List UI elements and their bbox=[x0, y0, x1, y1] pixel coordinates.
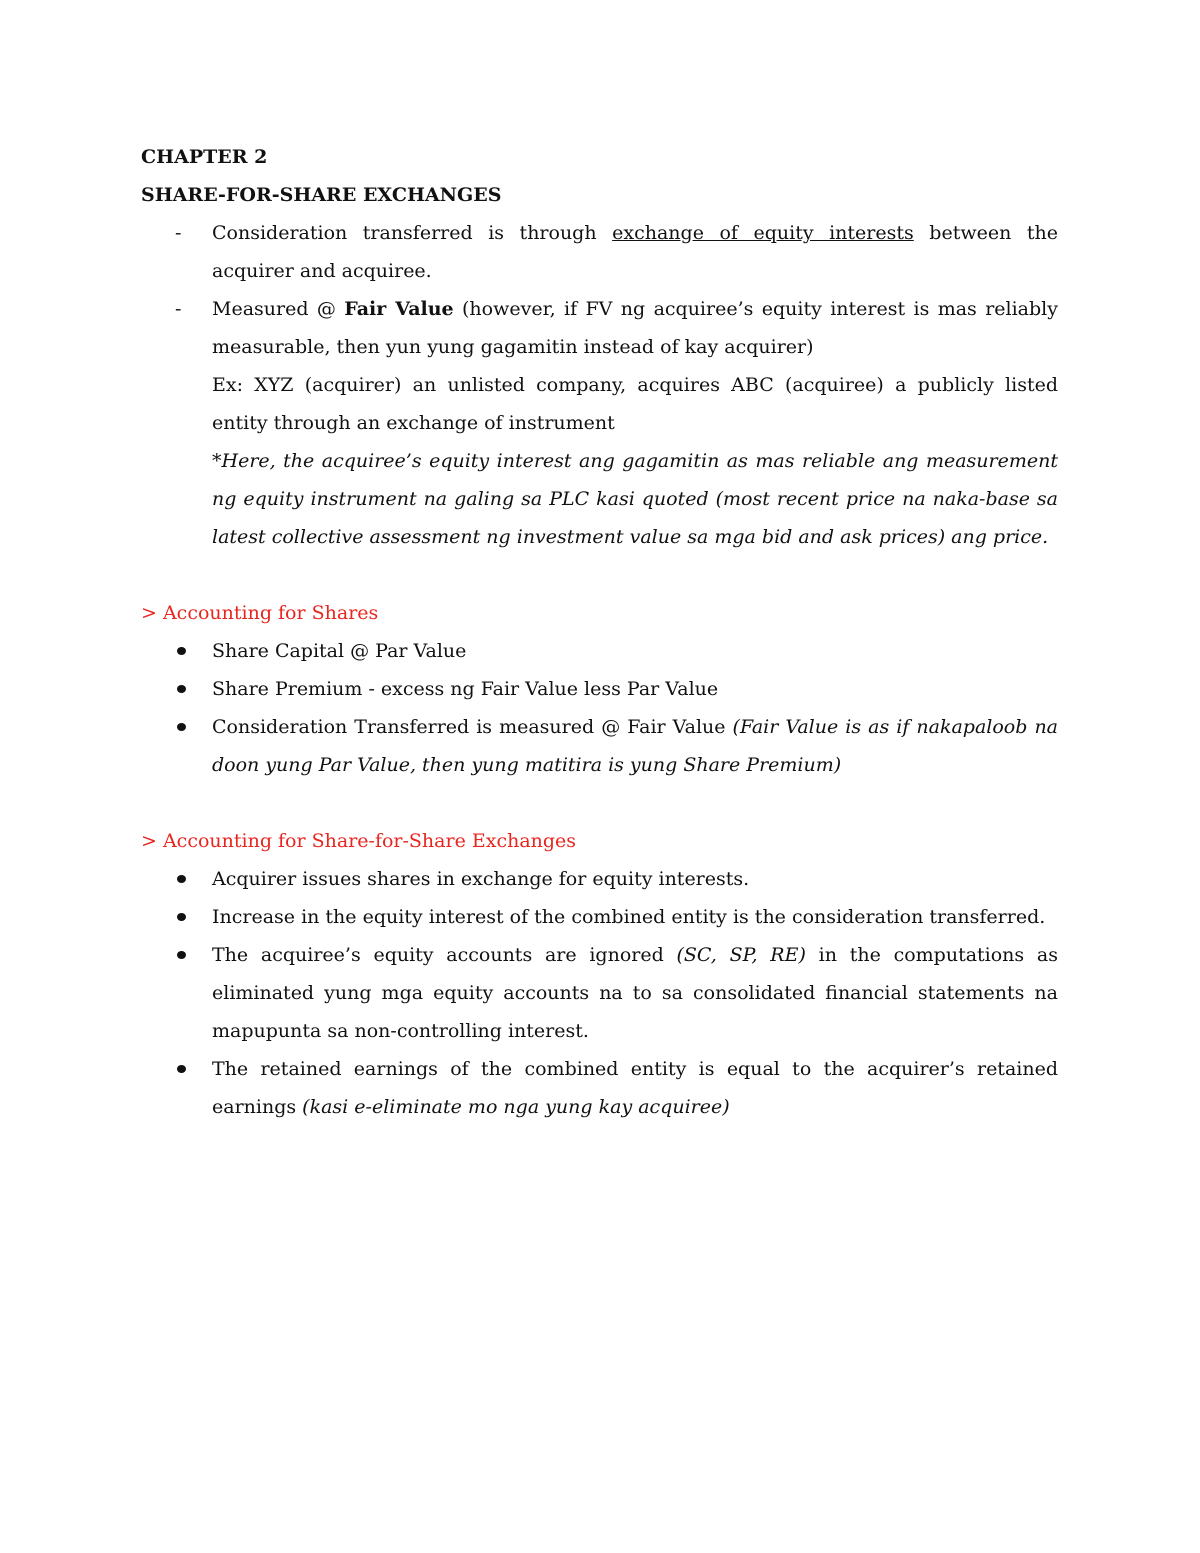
list-item bbox=[141, 632, 1058, 670]
list-item bbox=[141, 860, 1058, 898]
list-item bbox=[141, 936, 1058, 1050]
intro-example: Ex: XYZ (acquirer) an unlisted company, acquires ABC (acquiree) a publicly listed entity through an exchange of instrument bbox=[212, 374, 1058, 434]
list-item-text: The acquiree’s equity accounts are ignored bbox=[212, 944, 677, 966]
list-item bbox=[141, 898, 1058, 936]
spacer bbox=[141, 784, 1058, 822]
chapter-subtitle: SHARE-FOR-SHARE EXCHANGES bbox=[141, 184, 502, 206]
document-page bbox=[141, 138, 1058, 1126]
intro-item1-pre: Consideration transferred is through bbox=[212, 222, 613, 244]
list-item-text: Increase in the equity interest of the combined entity is the consideration transferred. bbox=[212, 906, 1046, 928]
list-item-text: Share Premium - excess ng Fair Value less Par Value bbox=[212, 678, 719, 700]
intro-item1-post: between the acquirer and acquiree. bbox=[212, 222, 1058, 282]
intro-item2-bold: Fair Value bbox=[344, 298, 454, 320]
section2-list bbox=[141, 860, 1058, 1126]
chapter-title: CHAPTER 2 bbox=[141, 146, 268, 168]
list-item-text: Acquirer issues shares in exchange for equity interests. bbox=[212, 868, 750, 890]
intro-item2-post: (however, if FV ng acquiree’s equity interest is mas reliably measurable, then yun yung gagamitin instead of kay acquirer) bbox=[212, 298, 1058, 358]
dash-marker: - bbox=[175, 298, 182, 320]
bullet-icon bbox=[177, 951, 186, 959]
list-item bbox=[141, 708, 1058, 784]
section-title-share-for-share: > Accounting for Share-for-Share Exchanges bbox=[141, 830, 577, 852]
list-item bbox=[141, 670, 1058, 708]
list-item-text: Consideration Transferred is measured @ Fair Value bbox=[212, 716, 733, 738]
bullet-icon bbox=[177, 913, 186, 921]
list-item bbox=[141, 1050, 1058, 1126]
section-title-accounting-for-shares: > Accounting for Shares bbox=[141, 602, 379, 624]
intro-item1-underlined: exchange of equity interests bbox=[612, 222, 914, 244]
spacer bbox=[141, 556, 1058, 594]
list-item-italic: (SC, SP, RE) bbox=[676, 944, 806, 966]
bullet-icon bbox=[177, 875, 186, 883]
intro-item-measured bbox=[141, 290, 1058, 366]
bullet-icon bbox=[177, 723, 186, 731]
list-item-text-post: in the computations as eliminated yung mga equity accounts na to sa consolidated financial statements na mapupunta sa non-controlling interest. bbox=[212, 944, 1058, 1042]
bullet-icon bbox=[177, 647, 186, 655]
intro-list bbox=[141, 214, 1058, 366]
intro-item-consideration bbox=[141, 214, 1058, 290]
list-item-text: The retained earnings of the combined entity is equal to the acquirer’s retained earnings bbox=[212, 1058, 1058, 1118]
list-item-italic: (kasi e-eliminate mo nga yung kay acquiree) bbox=[302, 1096, 730, 1118]
section1-list bbox=[141, 632, 1058, 784]
dash-marker: - bbox=[175, 222, 182, 244]
list-item-text: Share Capital @ Par Value bbox=[212, 640, 467, 662]
intro-note: *Here, the acquiree’s equity interest ang gagamitin as mas reliable ang measurement ng equity instrument na galing sa PLC kasi quoted (most recent price na naka-base sa latest collective assessment ng investment value sa mga bid and ask prices) ang price. bbox=[212, 450, 1058, 548]
list-item-italic: (Fair Value is as if nakapaloob na doon yung Par Value, then yung matitira is yung Share Premium) bbox=[212, 716, 1059, 776]
intro-item2-pre: Measured @ bbox=[212, 298, 345, 320]
bullet-icon bbox=[177, 685, 186, 693]
bullet-icon bbox=[177, 1065, 186, 1073]
